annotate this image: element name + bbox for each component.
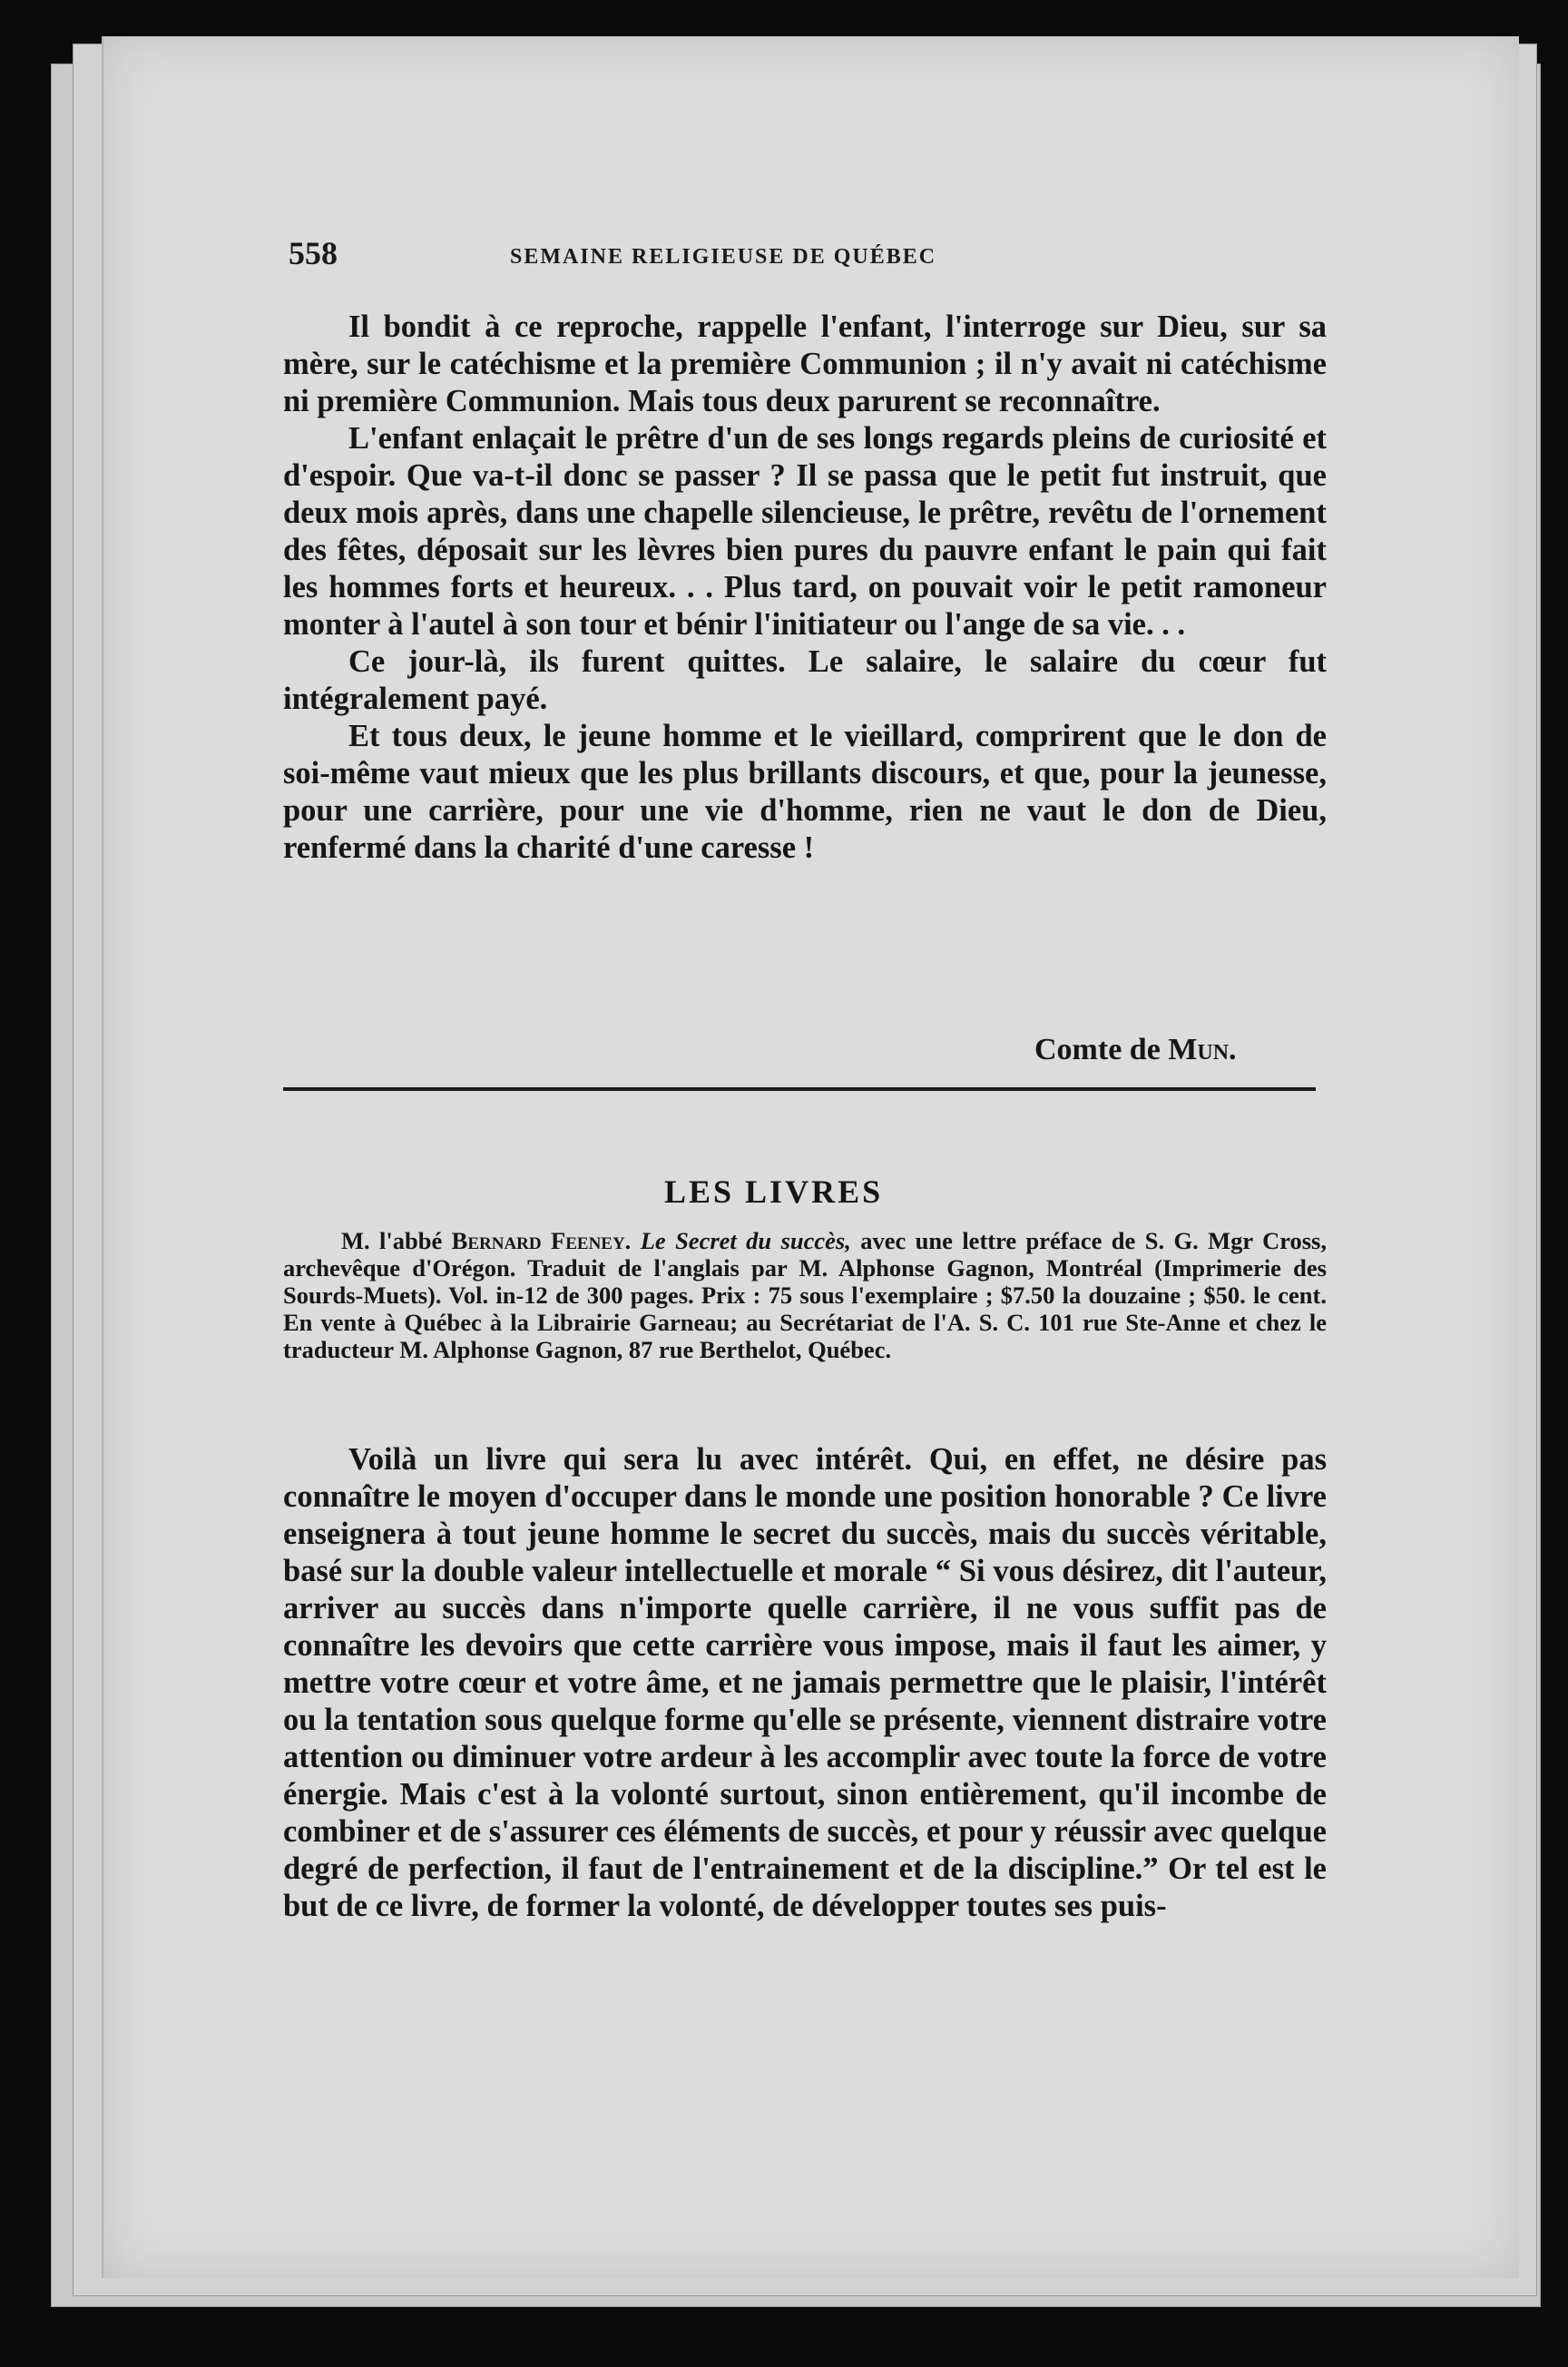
- journal-title: SEMAINE RELIGIEUSE DE QUÉBEC: [510, 245, 937, 269]
- review-paragraph: Voilà un livre qui sera lu avec intérêt. Qui, en effet, ne désire pas connaître le moyen d'occuper dans le monde une position honorable ? Ce livre enseignera à tout jeune homme le secret du succès, mais du succès véritable, basé sur la double valeur intellectuelle et morale “ Si vous désirez, dit l'auteur, arriver au succès dans n'importe quelle carrière, il ne vous suffit pas de connaître les devoirs que cette carrière vous impose, mais il faut les aimer, y mettre votre cœur et votre âme, et ne jamais permettre que le plaisir, l'intérêt ou la tentation sous quelque forme qu'elle se présente, viennent distraire votre attention ou diminuer votre ardeur à les accomplir avec toute la force de votre énergie. Mais c'est à la volonté surtout, sinon entièrement, qu'il incombe de combiner et de s'assurer ces éléments de succès, et pour y réussir avec quelque degré de perfection, il faut de l'entrainement et de la discipline.” Or tel est le but de ce livre, de former la volonté, de développer toutes ses puis-: [283, 1442, 1327, 1923]
- running-head: [283, 201, 1410, 271]
- section-divider: [283, 1087, 1316, 1091]
- book-author: Bernard Feeney.: [451, 1227, 632, 1254]
- story-paragraph: Il bondit à ce reproche, rappelle l'enfant, l'interroge sur Dieu, sur sa mère, sur le catéchisme et la première Communion ; il n'y avait ni catéchisme ni première Communion. Mais tous deux parurent se reconnaître.: [283, 309, 1327, 418]
- story-paragraph: Ce jour-là, ils furent quittes. Le salaire, le salaire du cœur fut intégralement payé.: [283, 644, 1327, 716]
- signature-name: Mun.: [1168, 1033, 1237, 1066]
- page-number: 558: [289, 235, 338, 271]
- signature-prefix: Comte de: [1034, 1033, 1169, 1066]
- signature: [1034, 1033, 1237, 1067]
- section-title: LES LIVRES: [664, 1174, 884, 1210]
- review-text: [283, 1441, 1327, 1925]
- book-title: Le Secret du succès,: [640, 1227, 851, 1254]
- book-entry: [283, 1227, 1327, 1363]
- story-text: [283, 309, 1327, 867]
- story-paragraph: Et tous deux, le jeune homme et le vieillard, comprirent que le don de soi-même vaut mieux que les plus brillants discours, et que, pour la jeunesse, pour une carrière, pour une vie d'homme, rien ne vaut le don de Dieu, renfermé dans la charité d'une caresse !: [283, 719, 1327, 865]
- page: [102, 36, 1519, 2278]
- book-author-prefix: M. l'abbé: [341, 1227, 452, 1254]
- book-details: avec une lettre préface de S. G. Mgr Cross, archevêque d'Orégon. Traduit de l'anglais par M. Alphonse Gagnon, Montréal (Imprimerie des Sourds-Muets). Vol. in-12 de 300 pages. Prix : 75 sous l'exemplaire ; $7.50 la douzaine ; $50. le cent. En vente à Québec à la Librairie Garneau; au Secrétariat de l'A. S. C. 101 rue Ste-Anne et chez le traducteur M. Alphonse Gagnon, 87 rue Berthelot, Québec.: [283, 1227, 1327, 1363]
- book-entry-paragraph: [283, 1227, 1327, 1363]
- story-paragraph: L'enfant enlaçait le prêtre d'un de ses longs regards pleins de curiosité et d'espoir. Que va-t-il donc se passer ? Il se passa que le petit fut instruit, que deux mois après, dans une chapelle silencieuse, le prêtre, revêtu de l'ornement des fêtes, déposait sur les lèvres bien pures du pauvre enfant le pain qui fait les hommes forts et heureux. . . Plus tard, on pouvait voir le petit ramoneur monter à l'autel à son tour et bénir l'initiateur ou l'ange de sa vie. . .: [283, 421, 1327, 642]
